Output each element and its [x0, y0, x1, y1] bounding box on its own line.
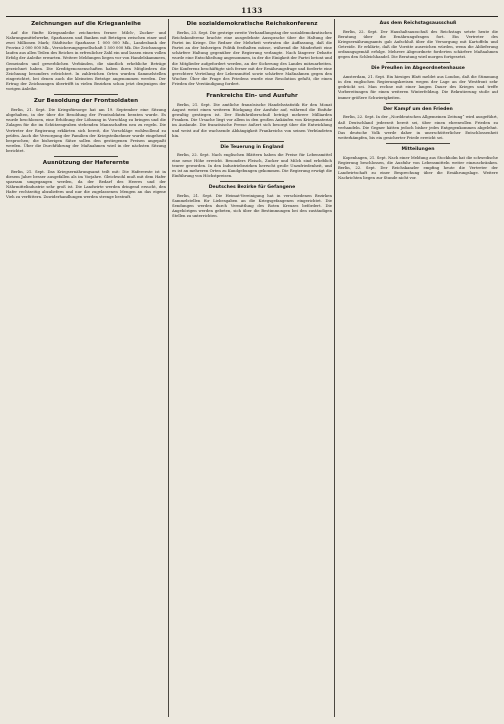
article-body: Berlin, 22. Sept. Der Haushaltsausschuß des Reichstags setzte heute die Beratung über die Ernährungsfragen fort. Ein Vertreter des Kriegsernährungsamts gab Aufschluß über die Versorgung mit Kartoffeln und Getreide. Er erklärte, daß die Vorräte ausreichen würden, wenn die Ablieferung ordnungsgemäß erfolge. Mehrere Abgeordnete forderten schärfere Maßnahmen gegen den Schleichhandel. Die Beratung wird morgen fortgesetzt.: [338, 28, 498, 60]
article-body: Berlin, 21. Sept. Die Heimat-Vereinigung hat in verschiedenen Bezirken Sammelstellen für Liebesgaben an die Kriegsgefangenen eingerichtet. Die Sendungen werden durch Vermittlung des Roten Kreuzes befördert. Die Angehörigen werden gebeten, sich über die Bestimmungen bei den zuständigen Stellen zu unterrichten.: [172, 192, 332, 219]
article-separator: [220, 141, 284, 142]
article: [172, 185, 332, 218]
article-separator: [54, 94, 118, 95]
header-rule: [6, 16, 498, 17]
article: [172, 21, 332, 86]
article-body: Berlin, 22. Sept. In der „Norddeutschen Allgemeinen Zeitung“ wird ausgeführt, daß Deutschland jederzeit bereit sei, über einen ehrenvollen Frieden zu verhandeln. Die Gegner hätten jedoch bisher jedes Entgegenkommen abgelehnt. Das deutsche Volk werde daher in unerschütterlicher Entschlossenheit weiterkämpfen, bis ein gesicherter Friede erreicht sei.: [338, 114, 498, 140]
column-divider: [168, 19, 169, 717]
article: [172, 93, 332, 138]
article-headline: Ausnützung der Haferernte: [42, 159, 130, 166]
article-body: Berlin, 21. Sept. Das Kriegsernährungsamt teilt mit: Die Haferernte ist in diesem Jahre besser ausgefallen als im Vorjahre. Gleichwohl muß mit dem Hafer sparsam umgegangen werden, da der Bedarf des Heeres und der Nährmittelindustrie sehr groß ist. Die Landwirte werden dringend ersucht, den Hafer rechtzeitig abzuliefern und nur die zugelassenen Mengen an das eigene Vieh zu verfüttern. Zuwiderhandlungen werden strenge bestraft.: [6, 168, 166, 200]
article-headline: Mitteilungen: [401, 146, 435, 152]
article-separator: [220, 89, 284, 90]
article-headline: Aus dem Reichstagsausschuß: [379, 21, 457, 26]
article-headline: Die Preußen im Abgeordnetenhause: [371, 66, 465, 72]
article-headline: Der Kampf um den Frieden: [383, 106, 453, 112]
article-body: Berlin, 21. Sept. Die amtliche französische Handelsstatistik für den Monat August weist einen weiteren Rückgang der Ausfuhr auf, während die Einfuhr gewaltig gestiegen ist. Der Einfuhrüberschuß beträgt mehrere Milliarden Franken. Die Ursache liegt vor allem in den großen Ankäufen von Kriegsmaterial im Auslande. Die französische Presse äußert sich besorgt über die Entwicklung und weist auf die wachsende Abhängigkeit Frankreichs von seinen Verbündeten hin.: [172, 102, 332, 138]
article-headline: Zur Besoldung der Frontsoldaten: [33, 98, 139, 105]
article-separator: [386, 62, 450, 63]
page-number: 1133: [241, 6, 263, 15]
article-headline: Die sozialdemokratische Reichskonferenz: [186, 21, 318, 27]
article-body: Berlin, 23. Sept. Die gestrige zweite Verhandlungstag der sozialdemokratischen Reichskonferenz brachte eine ausgedehnte Aussprache über die Haltung der Partei im Kriege. Die Redner der Mehrheit vertraten die Auffassung, daß die Partei an der bisherigen Politik festhalten müsse, während die Minderheit eine schärfere Haltung gegenüber der Regierung verlangte. Nach längerer Debatte wurde eine Entschließung angenommen, in der die Einigkeit der Partei betont und die Mitglieder aufgefordert werden, an der Sicherung des Landes mitzuarbeiten. Die Konferenz beschäftigte sich ferner mit der Ernährungsfrage und forderte eine gerechtere Verteilung der Lebensmittel sowie schärfere Maßnahmen gegen den Wucher. Über die Frage des Friedens wurde eine Resolution gefaßt, die einen Frieden der Verständigung fordert.: [172, 30, 332, 86]
article: [338, 66, 498, 99]
article-headline: Deutsches Bezirke für Gefangene: [208, 184, 296, 190]
column-3: [338, 19, 498, 717]
article-separator: [54, 156, 118, 157]
article-headline: Frankreichs Ein- und Ausfuhr: [206, 93, 298, 100]
article: [172, 145, 332, 178]
column-divider: [334, 19, 335, 717]
article-body: Berlin, 22. Sept. Nach englischen Blättern haben die Preise für Lebensmittel eine neue Höhe erreicht. Besonders Fleisch, Zucker und Milch sind erheblich teurer geworden. In den Industriebezirken herrscht große Unzufriedenheit, und es ist an mehreren Orten zu Kundgebungen gekommen. Die Regierung erwägt die Einführung von Höchstpreisen.: [172, 152, 332, 178]
article-body: Kopenhagen, 21. Sept. Nach einer Meldung aus Stockholm hat die schwedische Regierung beschlossen, die Ausfuhr von Lebensmitteln weiter einzuschränken. Berlin, 22. Sept. Der Reichskanzler empfing heute die Vertreter der Landwirtschaft zu einer Besprechung über die Ernährungslage. Weitere Nachrichten liegen zur Stunde nicht vor.: [338, 154, 498, 181]
article-headline: Die Teuerung in England: [220, 144, 284, 150]
article-body: Amsterdam, 21. Sept. Ein hiesiges Blatt meldet aus London, daß die Stimmung in den englischen Regierungskreisen wegen der Lage an der Westfront sehr gedrückt sei. Man rechne mit einer langen Dauer des Krieges und treffe Vorbereitungen für einen weiteren Winterfeldzug. Die Rekrutierung stoße auf immer größere Schwierigkeiten.: [338, 74, 498, 100]
article-body: Berlin, 21. Sept. Die Kriegsfürsorge hat am 19. September eine Sitzung abgehalten, in der über die Besoldung der Frontsoldaten beraten wurde. Es wurde beschlossen, eine Erhöhung der Löhnung in Vorschlag zu bringen und die Zulagen für die im Schützengraben stehenden Mannschaften neu zu regeln. Die Vertreter der Regierung erklärten sich bereit, die Vorschläge wohlwollend zu prüfen. Auch die Versorgung der Familien der Kriegsteilnehmer wurde eingehend besprochen; die bisherigen Sätze sollen den gestiegenen Preisen angepaßt werden. Über die Durchführung der Maßnahmen wird in der nächsten Sitzung berichtet.: [6, 107, 166, 153]
article: [338, 107, 498, 140]
article: [6, 160, 166, 200]
article-separator: [386, 143, 450, 144]
article-headline: Zeichnungen auf die Kriegsanleihe: [31, 21, 141, 27]
article: [338, 21, 498, 59]
article-separator: [386, 103, 450, 104]
article: [6, 98, 166, 153]
article: [6, 21, 166, 91]
column-1: [6, 19, 166, 717]
article-separator: [220, 181, 284, 182]
column-2: [172, 19, 332, 717]
article-body: Auf die fünfte Kriegsanleihe zeichneten ferner: Milch-, Zucker- und Nahrungsmittelwerke, Sparkassen und Banken mit Beträgen zwischen einer und zwei Millionen Mark; Städtische Sparkasse 1 000 000 Mk., Landesbank der Provinz 2 000 000 Mk., Versicherungsgesellschaft 1 500 000 Mk. Die Zeichnungen laufen aus allen Teilen des Reiches in erfreulicher Zahl ein und lassen einen vollen Erfolg der Anleihe erwarten. Weitere Meldungen liegen vor von Handelskammern, Gemeinden und gewerblichen Verbänden, die sämtlich erhebliche Beträge gezeichnet haben. Die Kreditgenossenschaften haben ihren Mitgliedern die Zeichnung besonders erleichtert. In zahlreichen Orten wurden Sammelstellen eingerichtet, bei denen auch die kleinsten Beträge angenommen werden. Der Ertrag der Zeichnungen übertrifft in vielen Bezirken schon jetzt denjenigen der vorigen Anleihe.: [6, 30, 166, 92]
article: [338, 147, 498, 180]
